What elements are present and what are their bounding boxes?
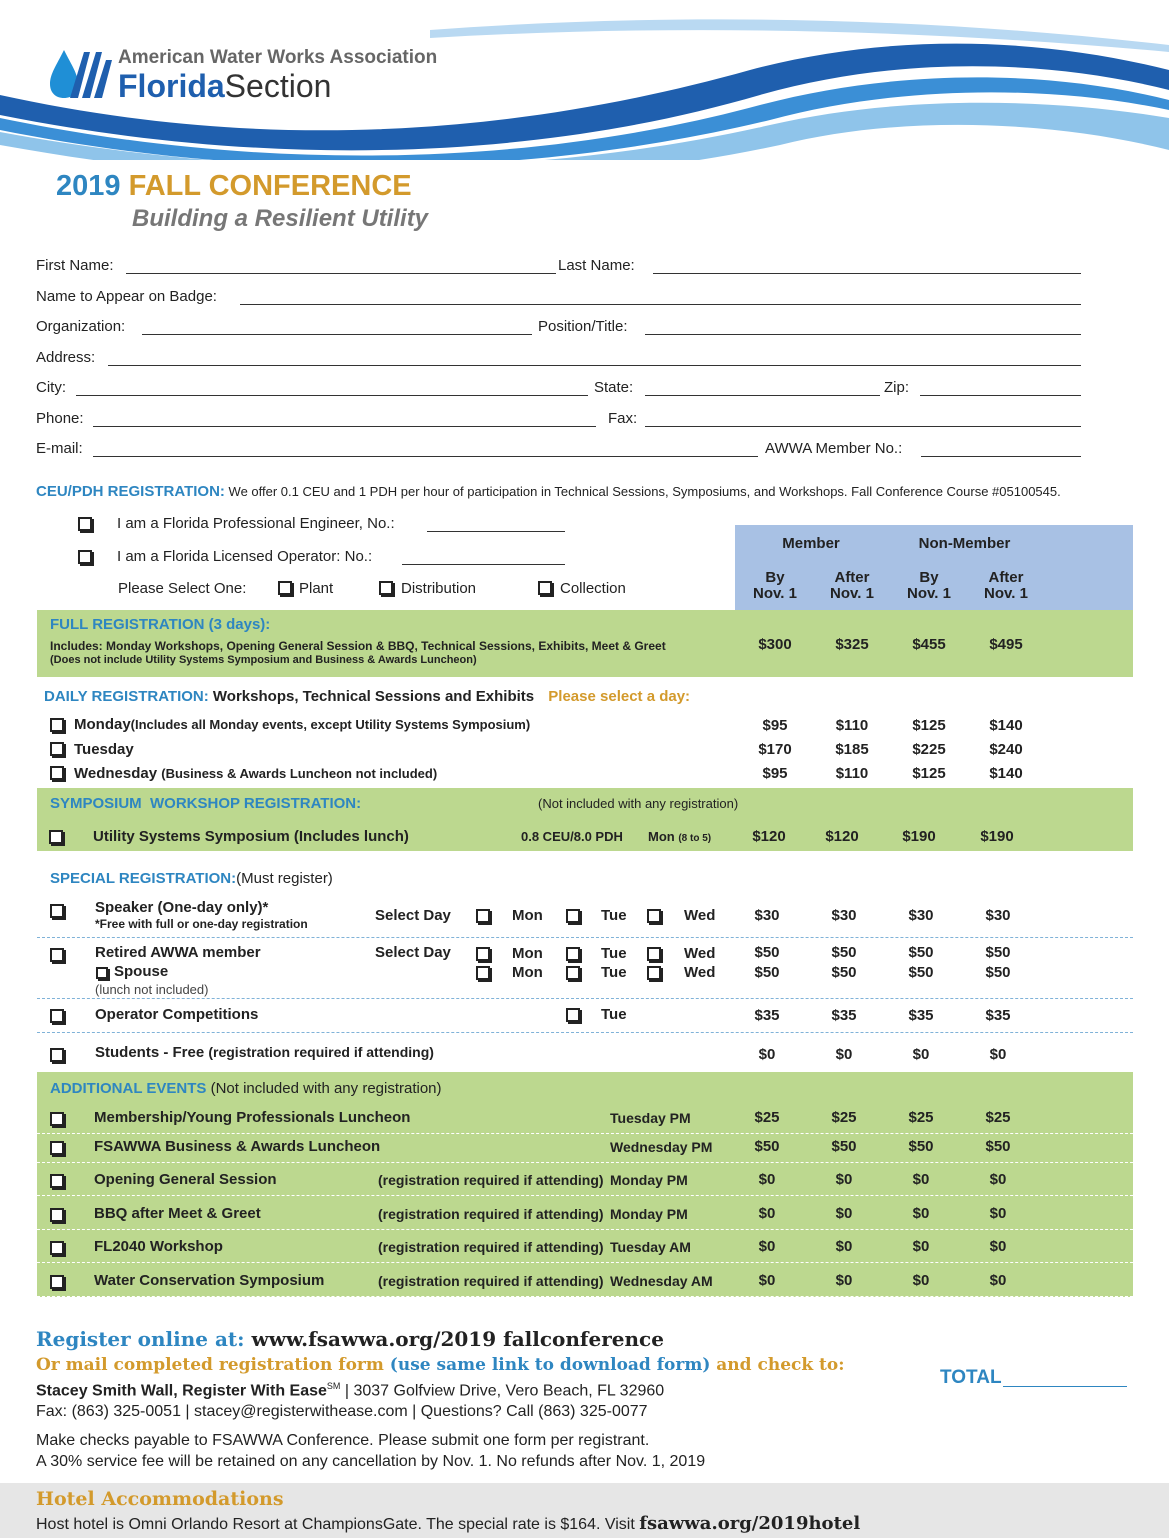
event-name: Opening General Session [94, 1171, 277, 1188]
event-price: $25 [908, 1109, 934, 1126]
divider [37, 1195, 1133, 1196]
event-price: $25 [831, 1109, 857, 1126]
first-name-field[interactable] [126, 273, 556, 274]
event-price: $50 [831, 1138, 857, 1155]
divider [37, 937, 1133, 938]
event-checkbox[interactable] [50, 1139, 64, 1157]
mail-instructions: Or mail completed registration form (use same link to download form) and check to: [36, 1355, 845, 1375]
event-price: $0 [835, 1205, 853, 1222]
engineer-label: I am a Florida Professional Engineer, No.: [117, 515, 395, 532]
state-field[interactable] [645, 395, 880, 396]
hotel-title: Hotel Accommodations [36, 1488, 284, 1510]
org-name: American Water Works Association [118, 47, 438, 68]
full-price: $300 [758, 636, 792, 653]
speaker-tue-checkbox[interactable] [566, 907, 580, 925]
tuesday-label: Tuesday [74, 741, 134, 758]
collection-checkbox[interactable] [538, 579, 552, 597]
full-price: $455 [912, 636, 946, 653]
symposium-price: $190 [980, 828, 1014, 845]
symposium-ceu: 0.8 CEU/8.0 PDH [521, 829, 623, 844]
distribution-checkbox[interactable] [379, 579, 393, 597]
position-field[interactable] [645, 334, 1081, 335]
event-price: $0 [912, 1171, 930, 1188]
students-checkbox[interactable] [50, 1046, 64, 1064]
state-label: State: [594, 379, 634, 396]
full-registration-title: FULL REGISTRATION (3 days): [50, 616, 271, 633]
event-requirement: (registration required if attending) [378, 1172, 604, 1188]
speaker-price: $30 [985, 907, 1011, 924]
city-label: City: [36, 379, 66, 396]
tue-label: Tue [601, 907, 627, 924]
speaker-checkbox[interactable] [50, 902, 64, 920]
event-price: $0 [835, 1171, 853, 1188]
contact-line2: Fax: (863) 325-0051 | stacey@registerwithease.com | Questions? Call (863) 325-0077 [36, 1403, 648, 1420]
event-checkbox[interactable] [50, 1273, 64, 1291]
zip-field[interactable] [920, 395, 1081, 396]
full-excludes: (Does not include Utility Systems Symposium and Business & Awards Luncheon) [50, 654, 477, 666]
event-when: Wednesday AM [610, 1273, 713, 1289]
event-price: $0 [758, 1171, 776, 1188]
event-price: $0 [912, 1205, 930, 1222]
speaker-label: Speaker (One-day only)* [95, 899, 269, 916]
conference-subtitle: Building a Resilient Utility [132, 205, 429, 232]
operator-comp-label: Operator Competitions [95, 1006, 259, 1023]
tue-label: Tue [601, 1006, 627, 1023]
daily-price: $185 [835, 741, 869, 758]
operator-no-field[interactable] [402, 564, 565, 565]
students-price: $0 [835, 1046, 853, 1063]
section-name: FloridaSection [118, 68, 332, 104]
spouse-price: $50 [985, 964, 1011, 981]
event-price: $0 [989, 1205, 1007, 1222]
register-online: Register online at: www.fsawwa.org/2019 fallconference [36, 1327, 664, 1351]
symposium-day: Mon (8 to 5) [648, 829, 712, 844]
symposium-title: SYMPOSIUM WORKSHOP REGISTRATION: [50, 795, 362, 812]
mon-label: Mon [512, 945, 543, 962]
divider [37, 998, 1133, 999]
full-includes: Includes: Monday Workshops, Opening General Session & BBQ, Technical Sessions, Exhibits, Meet & Greet [50, 639, 666, 653]
select-day-label: Select Day [375, 944, 451, 961]
symposium-price: $120 [825, 828, 859, 845]
tue-label: Tue [601, 964, 627, 981]
hotel-link[interactable]: fsawwa.org/2019hotel [639, 1513, 861, 1534]
event-when: Tuesday PM [610, 1110, 691, 1126]
divider [37, 1032, 1133, 1033]
divider [37, 1229, 1133, 1230]
divider [37, 1162, 1133, 1163]
event-price: $25 [985, 1109, 1011, 1126]
email-label: E-mail: [36, 440, 83, 457]
non-member-header: Non-Member [918, 535, 1011, 552]
speaker-price: $30 [908, 907, 934, 924]
event-price: $0 [912, 1238, 930, 1255]
daily-price: $125 [912, 717, 946, 734]
spouse-label: Spouse [114, 963, 169, 980]
organization-label: Organization: [36, 318, 126, 335]
ceu-heading: CEU/PDH REGISTRATION: We offer 0.1 CEU and 1 PDH per hour of participation in Technical Sessions, Symposiums, and Workshops. Fall Conference Course #05100545. [36, 483, 1061, 500]
fax-label: Fax: [608, 410, 638, 427]
first-name-label: First Name: [36, 257, 114, 274]
phone-field[interactable] [93, 426, 596, 427]
students-price: $0 [989, 1046, 1007, 1063]
organization-field[interactable] [142, 334, 532, 335]
checks-line2: A 30% service fee will be retained on any cancellation by Nov. 1. No refunds after Nov. 1, 2019 [36, 1453, 706, 1470]
operator-checkbox[interactable] [78, 548, 92, 566]
phone-label: Phone: [36, 410, 84, 427]
member-no-label: AWWA Member No.: [765, 440, 903, 457]
email-field[interactable] [93, 456, 758, 457]
spouse-mon-checkbox[interactable] [476, 964, 490, 982]
lunch-note: (lunch not included) [95, 982, 209, 997]
plant-label: Plant [299, 580, 334, 597]
daily-price: $170 [758, 741, 792, 758]
total-field[interactable] [1003, 1386, 1127, 1387]
daily-heading: DAILY REGISTRATION: Workshops, Technical Sessions and Exhibits Please select a day: [44, 688, 691, 705]
monday-label: Monday(Includes all Monday events, except Utility Systems Symposium) [74, 716, 531, 733]
operator-price: $35 [831, 1007, 857, 1024]
symposium-note: (Not included with any registration) [538, 796, 739, 811]
daily-price: $125 [912, 765, 946, 782]
divider [37, 1296, 1133, 1297]
event-name: BBQ after Meet & Greet [94, 1205, 261, 1222]
mon-label: Mon [512, 964, 543, 981]
speaker-price: $30 [831, 907, 857, 924]
special-heading: SPECIAL REGISTRATION:(Must register) [50, 870, 333, 887]
daily-price: $140 [989, 765, 1023, 782]
retired-mon-checkbox[interactable] [476, 945, 490, 963]
engineer-checkbox[interactable] [78, 515, 92, 533]
mon-label: Mon [512, 907, 543, 924]
retired-price: $50 [831, 944, 857, 961]
spouse-wed-checkbox[interactable] [647, 964, 661, 982]
event-price: $50 [908, 1138, 934, 1155]
event-checkbox[interactable] [50, 1110, 64, 1128]
last-name-field[interactable] [653, 273, 1081, 274]
spouse-price: $50 [754, 964, 780, 981]
retired-wed-checkbox[interactable] [647, 945, 661, 963]
spouse-price: $50 [908, 964, 934, 981]
event-requirement: (registration required if attending) [378, 1239, 604, 1255]
event-when: Tuesday AM [610, 1239, 691, 1255]
retired-price: $50 [908, 944, 934, 961]
retired-price: $50 [985, 944, 1011, 961]
wednesday-label: Wednesday (Business & Awards Luncheon not included) [74, 765, 438, 782]
operator-label: I am a Florida Licensed Operator: No.: [117, 548, 373, 565]
operator-tue-checkbox[interactable] [566, 1006, 580, 1024]
students-price: $0 [758, 1046, 776, 1063]
collection-label: Collection [560, 580, 626, 597]
speaker-price: $30 [754, 907, 780, 924]
address-field[interactable] [108, 365, 1081, 366]
full-price: $495 [989, 636, 1023, 653]
col3-header: By Nov. 1 [907, 569, 951, 602]
daily-price: $240 [989, 741, 1023, 758]
city-field[interactable] [76, 395, 588, 396]
col4-header: After Nov. 1 [984, 569, 1028, 602]
event-price: $0 [989, 1171, 1007, 1188]
divider [37, 677, 1133, 678]
wed-label: Wed [684, 907, 716, 924]
event-requirement: (registration required if attending) [378, 1206, 604, 1222]
tuesday-checkbox[interactable] [50, 740, 64, 758]
event-requirement: (registration required if attending) [378, 1273, 604, 1289]
speaker-mon-checkbox[interactable] [476, 907, 490, 925]
event-price: $0 [758, 1272, 776, 1289]
member-no-field[interactable] [921, 456, 1081, 457]
col2-header: After Nov. 1 [830, 569, 874, 602]
symposium-item: Utility Systems Symposium (Includes lunch) [93, 828, 409, 845]
event-price: $50 [754, 1138, 780, 1155]
speaker-note: *Free with full or one-day registration [95, 917, 308, 931]
speaker-wed-checkbox[interactable] [647, 907, 661, 925]
event-price: $25 [754, 1109, 780, 1126]
event-checkbox[interactable] [50, 1239, 64, 1257]
event-name: FL2040 Workshop [94, 1238, 223, 1255]
event-checkbox[interactable] [50, 1172, 64, 1190]
tue-label: Tue [601, 945, 627, 962]
retired-price: $50 [754, 944, 780, 961]
operator-price: $35 [754, 1007, 780, 1024]
divider [37, 1133, 1133, 1134]
event-checkbox[interactable] [50, 1206, 64, 1224]
fax-field[interactable] [645, 426, 1081, 427]
zip-label: Zip: [884, 379, 910, 396]
checks-line1: Make checks payable to FSAWWA Conference. Please submit one form per registrant. [36, 1432, 650, 1449]
retired-tue-checkbox[interactable] [566, 945, 580, 963]
event-price: $0 [758, 1238, 776, 1255]
hotel-text: Host hotel is Omni Orlando Resort at ChampionsGate. The special rate is $164. Visit fsawwa.org/2019hotel [36, 1513, 861, 1534]
event-price: $0 [758, 1205, 776, 1222]
conference-title: 2019 FALL CONFERENCE [56, 170, 412, 202]
daily-price: $140 [989, 717, 1023, 734]
event-when: Monday PM [610, 1172, 688, 1188]
event-name: Membership/Young Professionals Luncheon [94, 1109, 411, 1126]
event-price: $50 [985, 1138, 1011, 1155]
daily-price: $95 [762, 765, 788, 782]
divider [37, 1262, 1133, 1263]
event-price: $0 [835, 1272, 853, 1289]
position-label: Position/Title: [538, 318, 628, 335]
distribution-label: Distribution [401, 580, 477, 597]
col1-header: By Nov. 1 [753, 569, 797, 602]
event-price: $0 [835, 1238, 853, 1255]
retired-label: Retired AWWA member [95, 944, 261, 961]
spouse-price: $50 [831, 964, 857, 981]
daily-price: $110 [835, 765, 869, 782]
operator-price: $35 [908, 1007, 934, 1024]
symposium-price: $120 [752, 828, 786, 845]
member-header: Member [782, 535, 840, 552]
event-when: Wednesday PM [610, 1139, 713, 1155]
daily-price: $95 [762, 717, 788, 734]
contact-line1: Stacey Smith Wall, Register With Ease℠ | 3037 Golfview Drive, Vero Beach, FL 32960 [36, 1381, 665, 1400]
event-price: $0 [989, 1272, 1007, 1289]
event-name: FSAWWA Business & Awards Luncheon [94, 1138, 381, 1155]
event-name: Water Conservation Symposium [94, 1272, 325, 1289]
daily-price: $225 [912, 741, 946, 758]
additional-heading: ADDITIONAL EVENTS (Not included with any registration) [50, 1080, 442, 1097]
wednesday-checkbox[interactable] [50, 764, 64, 782]
full-price: $325 [835, 636, 869, 653]
address-label: Address: [36, 349, 96, 366]
operator-comp-checkbox[interactable] [50, 1007, 64, 1025]
students-label: Students - Free (registration required if attending) [95, 1044, 434, 1061]
select-one-label: Please Select One: [118, 580, 247, 597]
daily-price: $110 [835, 717, 869, 734]
students-price: $0 [912, 1046, 930, 1063]
engineer-no-field[interactable] [427, 531, 565, 532]
plant-checkbox[interactable] [278, 579, 292, 597]
wed-label: Wed [684, 945, 716, 962]
event-price: $0 [989, 1238, 1007, 1255]
wed-label: Wed [684, 964, 716, 981]
awwa-logo-icon [50, 48, 116, 100]
total-label: TOTAL [940, 1367, 1002, 1388]
last-name-label: Last Name: [558, 257, 635, 274]
badge-field[interactable] [240, 304, 1081, 305]
symposium-price: $190 [902, 828, 936, 845]
spouse-checkbox[interactable] [96, 964, 108, 982]
operator-price: $35 [985, 1007, 1011, 1024]
spouse-tue-checkbox[interactable] [566, 964, 580, 982]
event-when: Monday PM [610, 1206, 688, 1222]
badge-label: Name to Appear on Badge: [36, 288, 217, 305]
select-day-label: Select Day [375, 907, 451, 924]
divider [37, 851, 1133, 852]
retired-checkbox[interactable] [50, 946, 64, 964]
event-price: $0 [912, 1272, 930, 1289]
monday-checkbox[interactable] [50, 716, 64, 734]
symposium-checkbox[interactable] [49, 828, 63, 846]
